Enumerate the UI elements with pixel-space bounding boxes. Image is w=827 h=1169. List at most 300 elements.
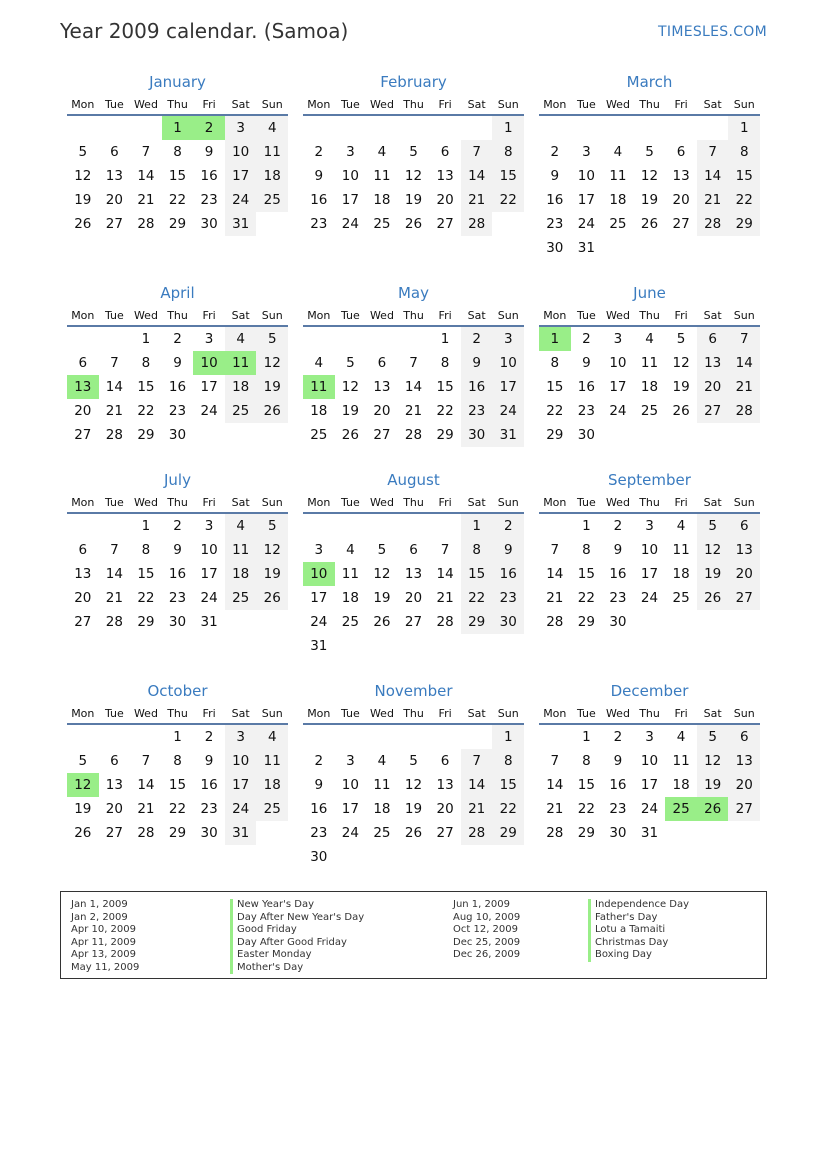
day-cell[interactable]: 8 <box>492 140 524 164</box>
day-cell[interactable]: 18 <box>373 192 391 208</box>
day-cell[interactable]: 10 <box>640 542 659 558</box>
day-cell[interactable]: 19 <box>697 773 729 797</box>
day-cell[interactable]: 20 <box>436 801 454 817</box>
day-cell[interactable]: 22 <box>577 590 595 606</box>
day-cell[interactable]: 29 <box>461 610 493 634</box>
day-cell[interactable]: 17 <box>341 801 359 817</box>
day-cell[interactable]: 9 <box>173 542 182 558</box>
day-cell[interactable]: 13 <box>436 168 454 184</box>
day-cell[interactable]: 24 <box>225 188 257 212</box>
day-cell[interactable]: 16 <box>492 562 524 586</box>
day-cell[interactable]: 3 <box>492 327 524 351</box>
day-cell[interactable]: 27 <box>697 399 729 423</box>
day-cell[interactable]: 9 <box>582 355 591 371</box>
day-cell[interactable]: 4 <box>314 355 324 371</box>
day-cell[interactable]: 5 <box>409 753 418 769</box>
day-cell[interactable]: 21 <box>404 403 423 419</box>
day-cell[interactable]: 30 <box>168 614 187 630</box>
day-cell[interactable]: 18 <box>256 164 288 188</box>
day-cell[interactable]: 2 <box>613 729 623 745</box>
day-cell[interactable]: 18 <box>341 590 359 606</box>
day-cell[interactable]: 16 <box>461 375 493 399</box>
day-cell[interactable]: 16 <box>310 192 328 208</box>
day-cell[interactable]: 22 <box>137 403 155 419</box>
day-cell[interactable]: 12 <box>74 168 92 184</box>
day-cell[interactable]: 27 <box>74 427 92 443</box>
day-cell[interactable]: 13 <box>728 538 760 562</box>
day-cell[interactable]: 6 <box>697 327 729 351</box>
day-cell[interactable]: 30 <box>200 216 218 232</box>
day-cell[interactable]: 14 <box>461 773 493 797</box>
day-cell[interactable]: 11 <box>256 140 288 164</box>
day-cell[interactable]: 1 <box>728 116 760 140</box>
day-cell[interactable]: 28 <box>436 614 454 630</box>
day-cell[interactable]: 20 <box>728 562 760 586</box>
day-cell[interactable]: 7 <box>461 140 493 164</box>
day-cell[interactable]: 3 <box>582 144 591 160</box>
day-cell[interactable]: 4 <box>676 729 686 745</box>
day-cell[interactable]: 6 <box>110 753 119 769</box>
day-cell[interactable]: 10 <box>225 749 257 773</box>
day-cell[interactable]: 26 <box>404 216 423 232</box>
day-cell[interactable]: 20 <box>436 192 454 208</box>
day-cell[interactable]: 2 <box>492 514 524 538</box>
day-cell[interactable]: 30 <box>577 427 595 443</box>
day-cell[interactable]: 26 <box>74 825 92 841</box>
day-cell[interactable]: 5 <box>676 331 686 347</box>
day-cell[interactable]: 25 <box>256 188 288 212</box>
day-cell[interactable]: 15 <box>492 164 524 188</box>
day-cell[interactable]: 23 <box>546 216 564 232</box>
day-cell[interactable]: 17 <box>225 773 257 797</box>
day-cell[interactable]: 24 <box>492 399 524 423</box>
day-cell[interactable]: 6 <box>409 542 418 558</box>
holiday-day-cell[interactable]: 2 <box>193 116 225 140</box>
day-cell[interactable]: 22 <box>728 188 760 212</box>
day-cell[interactable]: 27 <box>728 797 760 821</box>
day-cell[interactable]: 29 <box>137 614 155 630</box>
day-cell[interactable]: 9 <box>204 753 214 769</box>
day-cell[interactable]: 16 <box>546 192 564 208</box>
day-cell[interactable]: 28 <box>461 821 493 845</box>
day-cell[interactable]: 3 <box>314 542 324 558</box>
day-cell[interactable]: 18 <box>672 777 690 793</box>
day-cell[interactable]: 13 <box>105 168 123 184</box>
day-cell[interactable]: 26 <box>373 614 391 630</box>
day-cell[interactable]: 17 <box>225 164 257 188</box>
day-cell[interactable]: 8 <box>582 542 591 558</box>
day-cell[interactable]: 30 <box>609 614 627 630</box>
day-cell[interactable]: 8 <box>461 538 493 562</box>
day-cell[interactable]: 18 <box>640 379 659 395</box>
day-cell[interactable]: 22 <box>492 188 524 212</box>
day-cell[interactable]: 11 <box>225 538 257 562</box>
day-cell[interactable]: 6 <box>78 355 88 371</box>
day-cell[interactable]: 28 <box>105 614 123 630</box>
day-cell[interactable]: 27 <box>672 216 690 232</box>
day-cell[interactable]: 4 <box>256 116 288 140</box>
day-cell[interactable]: 21 <box>546 590 564 606</box>
day-cell[interactable]: 17 <box>200 379 218 395</box>
day-cell[interactable]: 13 <box>105 777 123 793</box>
day-cell[interactable]: 5 <box>645 144 654 160</box>
day-cell[interactable]: 6 <box>440 753 450 769</box>
day-cell[interactable]: 17 <box>492 375 524 399</box>
day-cell[interactable]: 26 <box>404 825 423 841</box>
brand-link[interactable]: TIMESLES.COM <box>658 24 767 40</box>
day-cell[interactable]: 14 <box>461 164 493 188</box>
day-cell[interactable]: 11 <box>672 753 690 769</box>
day-cell[interactable]: 8 <box>173 144 182 160</box>
day-cell[interactable]: 28 <box>105 427 123 443</box>
day-cell[interactable]: 8 <box>173 753 182 769</box>
day-cell[interactable]: 29 <box>492 821 524 845</box>
day-cell[interactable]: 6 <box>377 355 387 371</box>
day-cell[interactable]: 25 <box>256 797 288 821</box>
day-cell[interactable]: 11 <box>640 355 659 371</box>
day-cell[interactable]: 30 <box>168 427 187 443</box>
day-cell[interactable]: 11 <box>609 168 627 184</box>
day-cell[interactable]: 6 <box>676 144 686 160</box>
day-cell[interactable]: 15 <box>728 164 760 188</box>
day-cell[interactable]: 13 <box>436 777 454 793</box>
day-cell[interactable]: 26 <box>256 586 288 610</box>
holiday-day-cell[interactable]: 11 <box>303 375 335 399</box>
day-cell[interactable]: 27 <box>404 614 423 630</box>
day-cell[interactable]: 21 <box>436 590 454 606</box>
day-cell[interactable]: 13 <box>728 749 760 773</box>
day-cell[interactable]: 24 <box>310 614 328 630</box>
day-cell[interactable]: 17 <box>577 192 595 208</box>
day-cell[interactable]: 24 <box>577 216 595 232</box>
day-cell[interactable]: 27 <box>74 614 92 630</box>
day-cell[interactable]: 31 <box>492 423 524 447</box>
day-cell[interactable]: 17 <box>640 777 659 793</box>
day-cell[interactable]: 4 <box>346 542 355 558</box>
day-cell[interactable]: 12 <box>373 566 391 582</box>
holiday-day-cell[interactable]: 26 <box>697 797 729 821</box>
day-cell[interactable]: 29 <box>168 825 187 841</box>
day-cell[interactable]: 5 <box>697 725 729 749</box>
day-cell[interactable]: 18 <box>225 562 257 586</box>
day-cell[interactable]: 19 <box>256 562 288 586</box>
day-cell[interactable]: 28 <box>137 825 155 841</box>
day-cell[interactable]: 2 <box>550 144 560 160</box>
day-cell[interactable]: 15 <box>168 168 187 184</box>
day-cell[interactable]: 23 <box>609 590 627 606</box>
day-cell[interactable]: 31 <box>225 212 257 236</box>
day-cell[interactable]: 9 <box>550 168 560 184</box>
day-cell[interactable]: 7 <box>110 355 119 371</box>
day-cell[interactable]: 21 <box>105 403 123 419</box>
day-cell[interactable]: 20 <box>697 375 729 399</box>
day-cell[interactable]: 6 <box>78 542 88 558</box>
day-cell[interactable]: 30 <box>609 825 627 841</box>
day-cell[interactable]: 8 <box>440 355 450 371</box>
day-cell[interactable]: 6 <box>728 725 760 749</box>
day-cell[interactable]: 14 <box>546 777 564 793</box>
day-cell[interactable]: 20 <box>672 192 690 208</box>
day-cell[interactable]: 4 <box>613 144 623 160</box>
day-cell[interactable]: 23 <box>609 801 627 817</box>
holiday-day-cell[interactable]: 1 <box>539 327 571 351</box>
day-cell[interactable]: 28 <box>546 614 564 630</box>
day-cell[interactable]: 3 <box>613 331 623 347</box>
day-cell[interactable]: 16 <box>168 379 187 395</box>
day-cell[interactable]: 16 <box>168 566 187 582</box>
day-cell[interactable]: 13 <box>404 566 423 582</box>
day-cell[interactable]: 28 <box>728 399 760 423</box>
day-cell[interactable]: 2 <box>173 518 182 534</box>
day-cell[interactable]: 29 <box>168 216 187 232</box>
day-cell[interactable]: 1 <box>582 518 591 534</box>
day-cell[interactable]: 14 <box>404 379 423 395</box>
day-cell[interactable]: 15 <box>546 379 564 395</box>
day-cell[interactable]: 15 <box>436 379 454 395</box>
day-cell[interactable]: 7 <box>110 542 119 558</box>
day-cell[interactable]: 19 <box>697 562 729 586</box>
day-cell[interactable]: 10 <box>341 777 359 793</box>
day-cell[interactable]: 14 <box>728 351 760 375</box>
holiday-day-cell[interactable]: 10 <box>303 562 335 586</box>
day-cell[interactable]: 20 <box>728 773 760 797</box>
holiday-day-cell[interactable]: 10 <box>193 351 225 375</box>
day-cell[interactable]: 21 <box>461 188 493 212</box>
day-cell[interactable]: 5 <box>256 327 288 351</box>
day-cell[interactable]: 16 <box>200 168 218 184</box>
day-cell[interactable]: 15 <box>577 566 595 582</box>
day-cell[interactable]: 21 <box>461 797 493 821</box>
day-cell[interactable]: 12 <box>256 538 288 562</box>
day-cell[interactable]: 23 <box>200 192 218 208</box>
day-cell[interactable]: 26 <box>697 586 729 610</box>
day-cell[interactable]: 19 <box>341 403 359 419</box>
day-cell[interactable]: 27 <box>105 825 123 841</box>
day-cell[interactable]: 23 <box>310 216 328 232</box>
day-cell[interactable]: 12 <box>404 777 423 793</box>
day-cell[interactable]: 4 <box>377 753 387 769</box>
day-cell[interactable]: 18 <box>609 192 627 208</box>
day-cell[interactable]: 19 <box>74 801 92 817</box>
day-cell[interactable]: 4 <box>645 331 654 347</box>
day-cell[interactable]: 21 <box>697 188 729 212</box>
day-cell[interactable]: 14 <box>105 566 123 582</box>
day-cell[interactable]: 13 <box>672 168 690 184</box>
day-cell[interactable]: 3 <box>204 331 214 347</box>
day-cell[interactable]: 25 <box>310 427 328 443</box>
day-cell[interactable]: 29 <box>577 614 595 630</box>
day-cell[interactable]: 1 <box>141 518 151 534</box>
day-cell[interactable]: 29 <box>728 212 760 236</box>
day-cell[interactable]: 29 <box>577 825 595 841</box>
day-cell[interactable]: 4 <box>225 327 257 351</box>
day-cell[interactable]: 11 <box>373 777 391 793</box>
day-cell[interactable]: 7 <box>728 327 760 351</box>
day-cell[interactable]: 22 <box>436 403 454 419</box>
day-cell[interactable]: 1 <box>461 514 493 538</box>
day-cell[interactable]: 5 <box>346 355 355 371</box>
day-cell[interactable]: 19 <box>672 379 690 395</box>
day-cell[interactable]: 5 <box>697 514 729 538</box>
day-cell[interactable]: 21 <box>105 590 123 606</box>
day-cell[interactable]: 17 <box>200 566 218 582</box>
day-cell[interactable]: 12 <box>256 351 288 375</box>
day-cell[interactable]: 2 <box>314 753 324 769</box>
day-cell[interactable]: 25 <box>373 825 391 841</box>
day-cell[interactable]: 3 <box>204 518 214 534</box>
day-cell[interactable]: 23 <box>168 590 187 606</box>
day-cell[interactable]: 29 <box>546 427 564 443</box>
day-cell[interactable]: 15 <box>492 773 524 797</box>
day-cell[interactable]: 17 <box>341 192 359 208</box>
day-cell[interactable]: 24 <box>341 216 359 232</box>
day-cell[interactable]: 4 <box>676 518 686 534</box>
day-cell[interactable]: 27 <box>373 427 391 443</box>
day-cell[interactable]: 18 <box>373 801 391 817</box>
day-cell[interactable]: 16 <box>609 777 627 793</box>
day-cell[interactable]: 24 <box>200 590 218 606</box>
day-cell[interactable]: 5 <box>409 144 418 160</box>
day-cell[interactable]: 5 <box>377 542 387 558</box>
day-cell[interactable]: 6 <box>440 144 450 160</box>
day-cell[interactable]: 12 <box>640 168 659 184</box>
day-cell[interactable]: 1 <box>141 331 151 347</box>
day-cell[interactable]: 11 <box>256 749 288 773</box>
day-cell[interactable]: 13 <box>74 566 92 582</box>
day-cell[interactable]: 31 <box>225 821 257 845</box>
day-cell[interactable]: 2 <box>613 518 623 534</box>
day-cell[interactable]: 19 <box>373 590 391 606</box>
holiday-day-cell[interactable]: 11 <box>225 351 257 375</box>
day-cell[interactable]: 20 <box>74 590 92 606</box>
day-cell[interactable]: 11 <box>341 566 359 582</box>
day-cell[interactable]: 27 <box>436 825 454 841</box>
day-cell[interactable]: 7 <box>141 753 151 769</box>
day-cell[interactable]: 14 <box>546 566 564 582</box>
day-cell[interactable]: 31 <box>577 240 595 256</box>
day-cell[interactable]: 20 <box>105 192 123 208</box>
day-cell[interactable]: 3 <box>225 116 257 140</box>
day-cell[interactable]: 8 <box>141 355 151 371</box>
day-cell[interactable]: 14 <box>137 777 155 793</box>
day-cell[interactable]: 31 <box>640 825 659 841</box>
day-cell[interactable]: 19 <box>640 192 659 208</box>
day-cell[interactable]: 23 <box>577 403 595 419</box>
day-cell[interactable]: 20 <box>74 403 92 419</box>
day-cell[interactable]: 22 <box>577 801 595 817</box>
day-cell[interactable]: 17 <box>640 566 659 582</box>
day-cell[interactable]: 25 <box>225 586 257 610</box>
day-cell[interactable]: 26 <box>341 427 359 443</box>
day-cell[interactable]: 16 <box>577 379 595 395</box>
day-cell[interactable]: 25 <box>373 216 391 232</box>
day-cell[interactable]: 26 <box>74 216 92 232</box>
day-cell[interactable]: 22 <box>168 192 187 208</box>
day-cell[interactable]: 3 <box>346 144 355 160</box>
day-cell[interactable]: 8 <box>582 753 591 769</box>
day-cell[interactable]: 22 <box>492 797 524 821</box>
day-cell[interactable]: 8 <box>492 749 524 773</box>
day-cell[interactable]: 9 <box>613 753 623 769</box>
day-cell[interactable]: 7 <box>550 753 560 769</box>
day-cell[interactable]: 18 <box>225 375 257 399</box>
day-cell[interactable]: 19 <box>404 192 423 208</box>
day-cell[interactable]: 5 <box>78 753 88 769</box>
day-cell[interactable]: 2 <box>314 144 324 160</box>
day-cell[interactable]: 12 <box>404 168 423 184</box>
day-cell[interactable]: 21 <box>546 801 564 817</box>
day-cell[interactable]: 13 <box>697 351 729 375</box>
day-cell[interactable]: 26 <box>640 216 659 232</box>
day-cell[interactable]: 16 <box>609 566 627 582</box>
day-cell[interactable]: 9 <box>492 538 524 562</box>
day-cell[interactable]: 7 <box>550 542 560 558</box>
day-cell[interactable]: 14 <box>137 168 155 184</box>
day-cell[interactable]: 27 <box>105 216 123 232</box>
day-cell[interactable]: 15 <box>461 562 493 586</box>
day-cell[interactable]: 7 <box>409 355 418 371</box>
day-cell[interactable]: 7 <box>697 140 729 164</box>
day-cell[interactable]: 8 <box>728 140 760 164</box>
day-cell[interactable]: 27 <box>728 586 760 610</box>
day-cell[interactable]: 2 <box>204 729 214 745</box>
day-cell[interactable]: 1 <box>492 116 524 140</box>
day-cell[interactable]: 12 <box>672 355 690 371</box>
day-cell[interactable]: 15 <box>137 379 155 395</box>
holiday-day-cell[interactable]: 12 <box>67 773 99 797</box>
day-cell[interactable]: 22 <box>546 403 564 419</box>
day-cell[interactable]: 19 <box>404 801 423 817</box>
day-cell[interactable]: 29 <box>436 427 454 443</box>
holiday-day-cell[interactable]: 1 <box>162 116 194 140</box>
day-cell[interactable]: 8 <box>550 355 560 371</box>
day-cell[interactable]: 24 <box>225 797 257 821</box>
day-cell[interactable]: 3 <box>645 518 654 534</box>
day-cell[interactable]: 26 <box>672 403 690 419</box>
day-cell[interactable]: 28 <box>404 427 423 443</box>
day-cell[interactable]: 28 <box>546 825 564 841</box>
day-cell[interactable]: 11 <box>672 542 690 558</box>
day-cell[interactable]: 22 <box>168 801 187 817</box>
day-cell[interactable]: 6 <box>728 514 760 538</box>
day-cell[interactable]: 30 <box>310 849 328 865</box>
day-cell[interactable]: 15 <box>137 566 155 582</box>
day-cell[interactable]: 21 <box>137 801 155 817</box>
day-cell[interactable]: 30 <box>461 423 493 447</box>
day-cell[interactable]: 24 <box>609 403 627 419</box>
day-cell[interactable]: 10 <box>640 753 659 769</box>
day-cell[interactable]: 20 <box>404 590 423 606</box>
day-cell[interactable]: 5 <box>256 514 288 538</box>
day-cell[interactable]: 28 <box>461 212 493 236</box>
day-cell[interactable]: 22 <box>137 590 155 606</box>
day-cell[interactable]: 16 <box>310 801 328 817</box>
day-cell[interactable]: 23 <box>492 586 524 610</box>
day-cell[interactable]: 21 <box>728 375 760 399</box>
day-cell[interactable]: 10 <box>492 351 524 375</box>
day-cell[interactable]: 31 <box>310 638 328 654</box>
day-cell[interactable]: 4 <box>377 144 387 160</box>
day-cell[interactable]: 30 <box>546 240 564 256</box>
day-cell[interactable]: 7 <box>440 542 450 558</box>
day-cell[interactable]: 25 <box>640 403 659 419</box>
day-cell[interactable]: 12 <box>697 538 729 562</box>
day-cell[interactable]: 1 <box>582 729 591 745</box>
day-cell[interactable]: 14 <box>436 566 454 582</box>
day-cell[interactable]: 3 <box>346 753 355 769</box>
day-cell[interactable]: 18 <box>310 403 328 419</box>
day-cell[interactable]: 7 <box>461 749 493 773</box>
